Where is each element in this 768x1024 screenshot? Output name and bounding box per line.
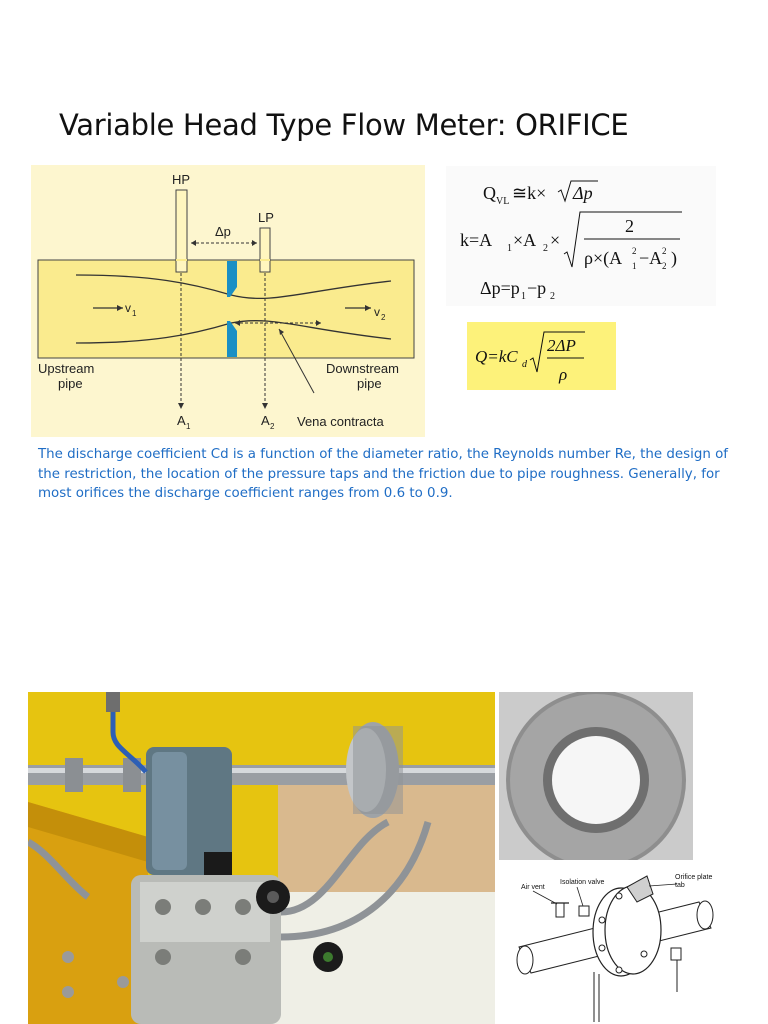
lp-label: LP [258, 210, 274, 225]
q-vl-subscript: VL [496, 196, 510, 207]
q-vl-symbol: Q [483, 183, 496, 203]
air-vent-label: Air vent [521, 884, 545, 891]
v2-label: v [374, 305, 380, 319]
delta-p-label: Δp [215, 224, 231, 239]
k-den-sub-2: 2 [662, 261, 667, 271]
k-lhs: k=A [460, 230, 493, 250]
lp-tap [260, 228, 270, 272]
page-title: Variable Head Type Flow Meter: ORIFICE [59, 108, 629, 142]
k-den-sub-1: 1 [632, 261, 637, 271]
dp-eq: Δp=p [480, 278, 520, 298]
q-main: Q=kC [475, 347, 518, 366]
dp-sub-2: 2 [550, 291, 555, 302]
orifice-tab-label-1: Orifice plate [675, 874, 713, 881]
k-end: × [550, 230, 561, 250]
discharge-coefficient-description: The discharge coefficient Cd is a function of the diameter ratio, the Reynolds number Re, the design of the restriction, the location of the pressure taps and the friction due to pipe roughness. Generally, for most orifices the discharge coefficient ranges from 0.6 to 0.9. [38, 447, 728, 501]
k-sub-1: 1 [507, 243, 512, 254]
k-mid: ×A [513, 230, 537, 250]
k-den-sup-2: 2 [662, 246, 667, 256]
k-den-a: ρ×(A [584, 248, 623, 268]
k-den-b: −A [639, 248, 663, 268]
a1-label: A [177, 413, 186, 428]
dp-minus: −p [527, 278, 547, 298]
formula-block [446, 166, 716, 306]
upstream-label-1: Upstream [38, 361, 95, 376]
a1-subscript: 1 [186, 422, 191, 431]
hp-label: HP [172, 172, 191, 187]
vena-contracta-label: Vena contracta [297, 414, 384, 429]
discharge-formula-box [467, 322, 616, 390]
q-main-subscript: d [522, 359, 527, 370]
v1-label: v [125, 301, 131, 315]
upstream-label-2: pipe [58, 376, 83, 391]
v1-subscript: 1 [132, 309, 137, 318]
orifice-tab-label-2: tab [675, 882, 685, 889]
k-sub-2: 2 [543, 243, 548, 254]
k-numerator: 2 [625, 216, 634, 236]
orifice-installation-drawing [499, 862, 739, 1024]
downstream-label-1: Downstream [326, 361, 399, 376]
q-vl-rhs: ≅k× [512, 183, 547, 203]
q-numerator: 2ΔP [547, 336, 576, 355]
v2-subscript: 2 [381, 313, 386, 322]
a2-label: A [261, 413, 270, 428]
dp-sub-1: 1 [521, 291, 526, 302]
downstream-label-2: pipe [357, 376, 382, 391]
a2-subscript: 2 [270, 422, 275, 431]
isolation-valve-label: Isolation valve [560, 879, 605, 886]
orifice-diagram [31, 165, 425, 437]
q-denominator: ρ [559, 365, 568, 384]
k-den-c: ) [671, 248, 677, 268]
k-den-sup-1: 2 [632, 246, 637, 256]
q-vl-root-content: Δp [573, 183, 593, 203]
transmitter-installation-photo [28, 692, 495, 1024]
orifice-plate-photo [499, 692, 693, 860]
